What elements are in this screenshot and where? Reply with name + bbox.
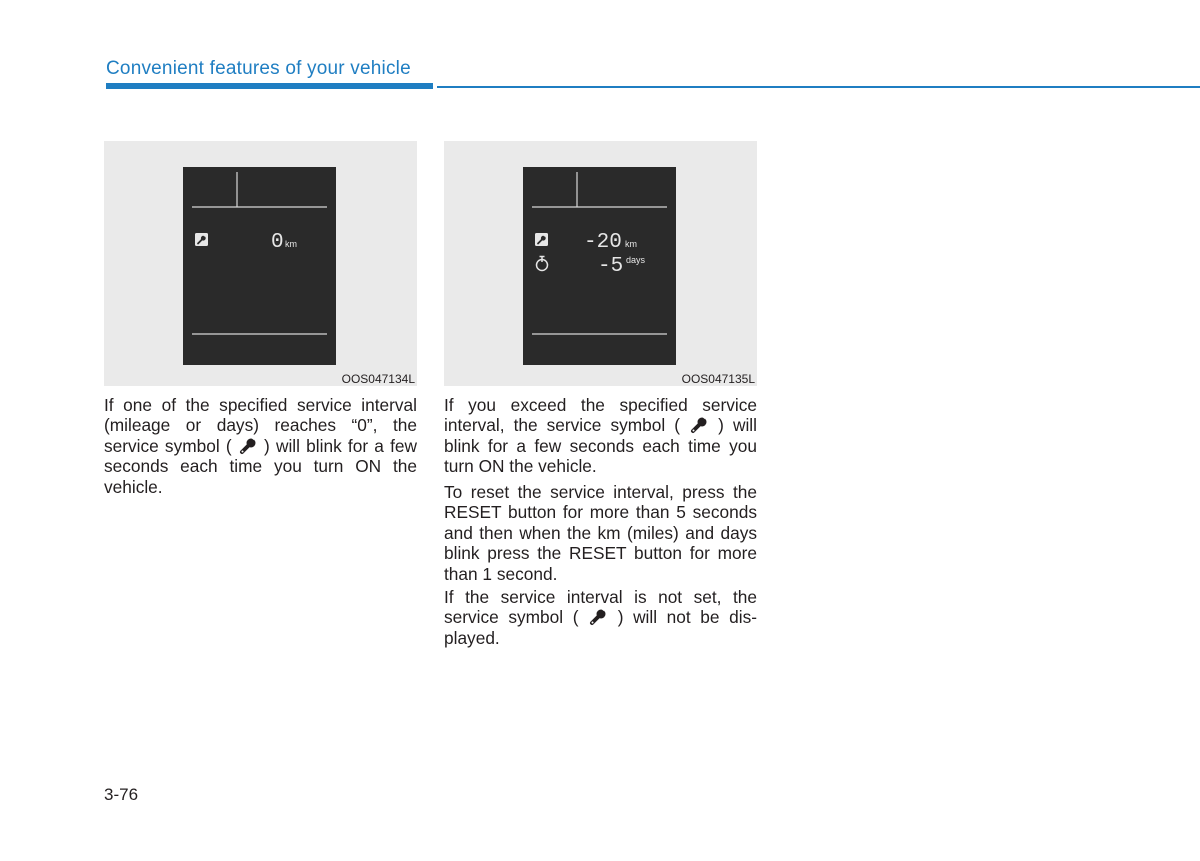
page-number: 3-76 bbox=[104, 785, 139, 804]
display-mileage-unit: km bbox=[625, 239, 637, 249]
cluster-display-exceeded bbox=[523, 167, 676, 365]
header-rule-thick bbox=[106, 83, 433, 89]
paragraph-interval-not-set bbox=[444, 587, 757, 648]
paragraph-text: If one of the specified service interval (mileage or days) reaches “0”, the service symbol ( bbox=[104, 395, 417, 456]
figure-code: OOS047135L bbox=[681, 372, 755, 386]
display-mileage-unit: km bbox=[285, 239, 297, 249]
cluster-display-zero bbox=[183, 167, 336, 365]
timer-icon bbox=[537, 257, 548, 271]
display-mileage-value: -20 bbox=[584, 231, 622, 254]
section-header-title: Convenient features of your vehicle bbox=[106, 58, 411, 79]
service-wrench-icon bbox=[535, 233, 548, 246]
paragraph-service-zero bbox=[104, 395, 417, 497]
wrench-icon bbox=[238, 437, 258, 455]
paragraph-reset-instructions: To reset the service interval, press the RESET button for more than 5 seconds and then when the km (miles) and days blink press the RESET button for more than 1 second. bbox=[444, 482, 757, 584]
paragraph-text: ) will not be displayed. bbox=[444, 607, 757, 648]
figure-service-exceeded bbox=[444, 141, 757, 386]
paragraph-text: If you exceed the specified service interval, the service symbol ( bbox=[444, 395, 757, 436]
header-rule-thin bbox=[437, 86, 1200, 88]
service-wrench-icon bbox=[195, 233, 208, 246]
display-mileage-value: 0 bbox=[271, 231, 284, 254]
display-days-value: -5 bbox=[598, 255, 624, 278]
paragraph-text: ) will blink for a few seconds each time you turn ON the vehicle. bbox=[104, 435, 417, 497]
cluster-display-graphic bbox=[523, 167, 676, 365]
paragraph-text: ) will blink for a few seconds each time you turn ON the vehicle. bbox=[444, 415, 757, 477]
figure-service-zero bbox=[104, 141, 417, 386]
wrench-icon bbox=[588, 608, 608, 626]
cluster-display-graphic bbox=[183, 167, 336, 365]
figure-code: OOS047134L bbox=[341, 372, 415, 386]
display-days-unit: days bbox=[626, 255, 646, 265]
paragraph-service-exceeded bbox=[444, 395, 757, 477]
wrench-icon bbox=[689, 416, 709, 434]
paragraph-text: If the service interval is not set, the service symbol ( bbox=[444, 587, 757, 628]
